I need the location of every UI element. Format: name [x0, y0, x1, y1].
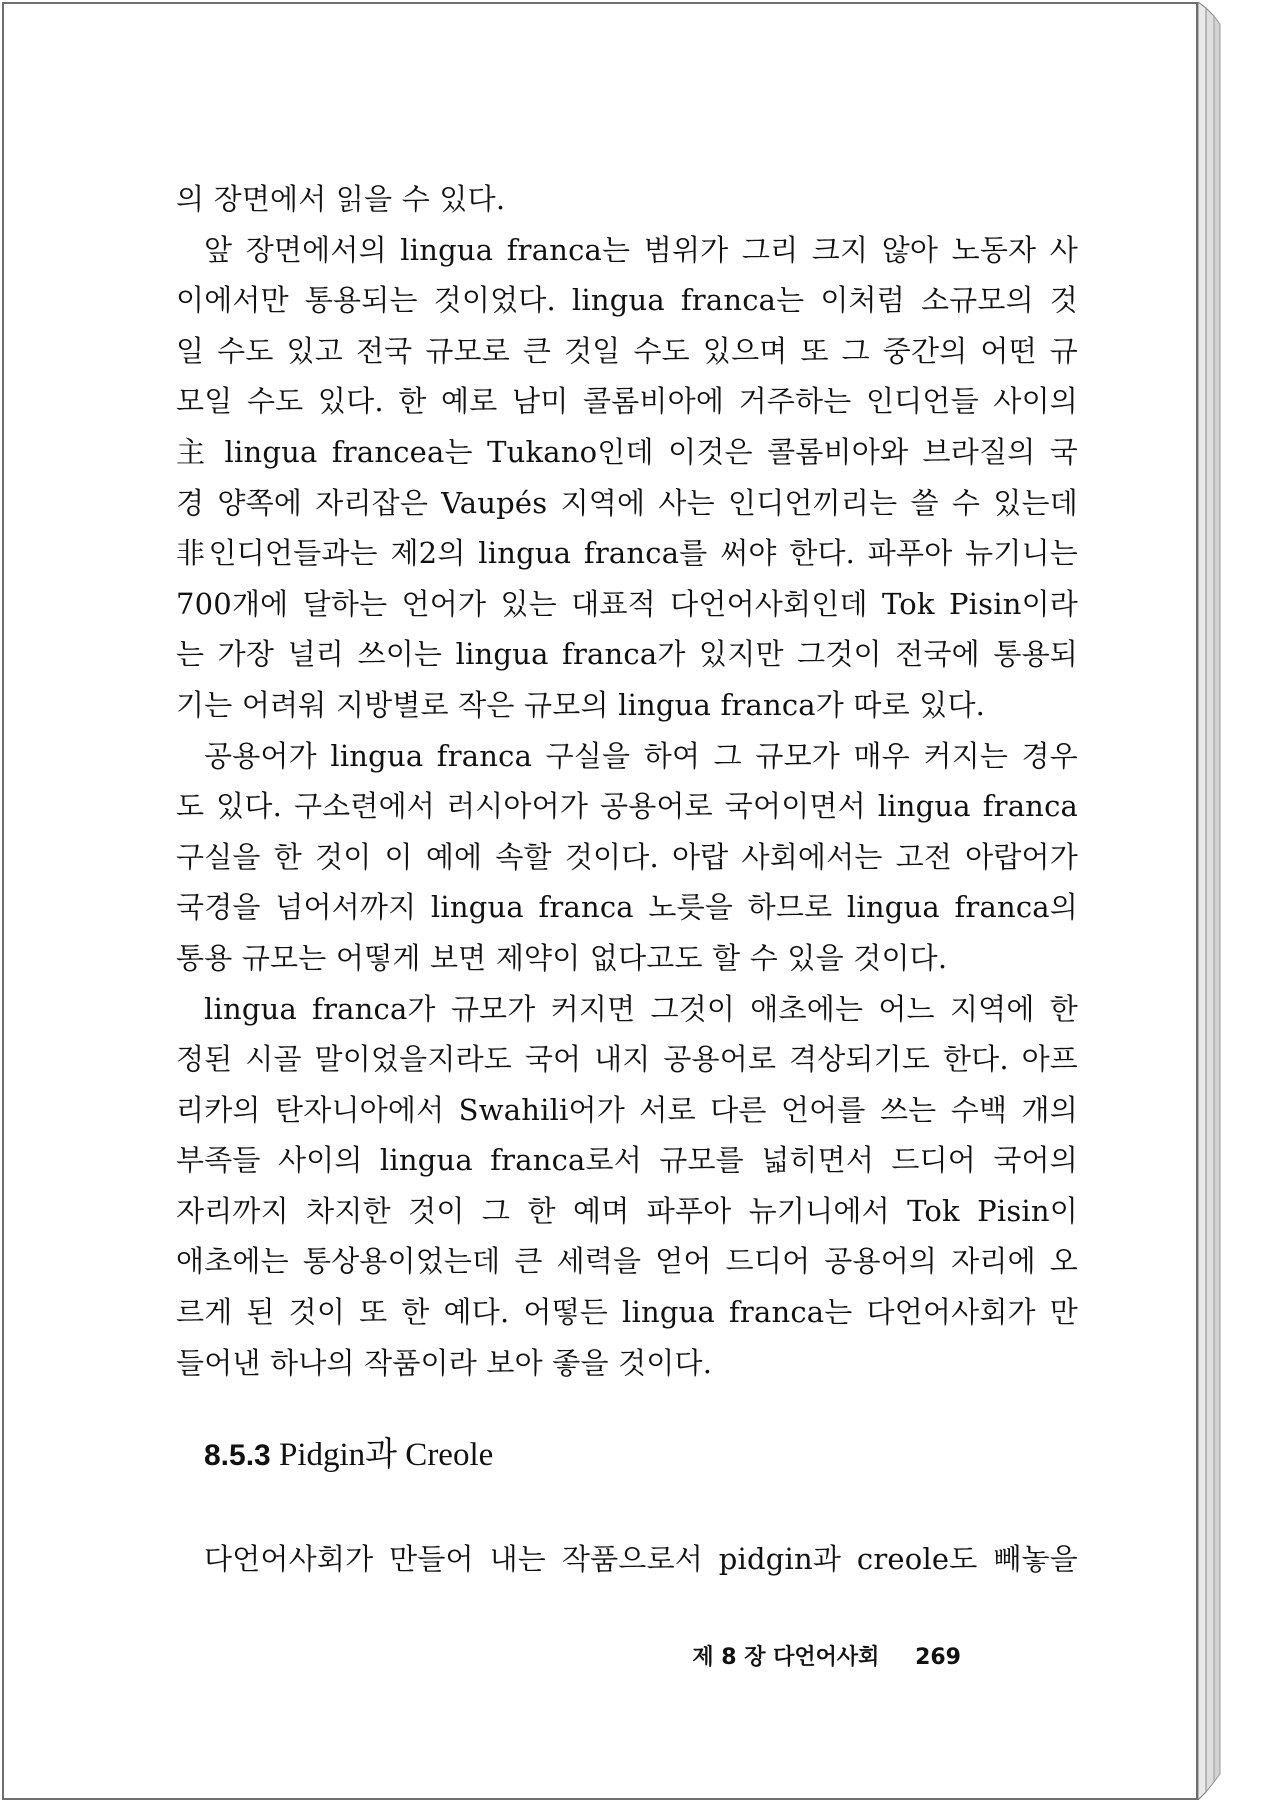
text-line: 앞 장면에서의 lingua franca는 범위가 그리 크지 않아 노동자 사 — [204, 232, 1078, 267]
text-line: 기는 어려워 지방별로 작은 규모의 lingua franca가 따로 있다. — [176, 687, 986, 722]
page-stack-edge — [1198, 2, 1222, 1800]
section-number: 8.5.3 — [204, 1439, 271, 1472]
text-line: 르게 된 것이 또 한 예다. 어떻든 lingua franca는 다언어사회가 만 — [176, 1295, 1078, 1330]
running-footer-chapter: 제 8 장 다언어사회 — [692, 1645, 880, 1670]
text-line: 국경을 넘어서까지 lingua franca 노릇을 하므로 lingua franca의 — [176, 890, 1078, 925]
text-line: 경 양쪽에 자리잡은 Vaupés 지역에 사는 인디언끼리는 쓸 수 있는데 — [176, 485, 1078, 520]
text-line: 700개에 달하는 언어가 있는 대표적 다언어사회인데 Tok Pisin이라 — [176, 586, 1078, 621]
text-line: 의 장면에서 읽을 수 있다. — [176, 182, 506, 216]
text-line: 통용 규모는 어떻게 보면 제약이 없다고도 할 수 있을 것이다. — [176, 940, 948, 975]
text-line: 들어낸 하나의 작품이라 보아 좋을 것이다. — [176, 1345, 713, 1380]
section-title: Pidgin과 Creole — [278, 1437, 494, 1473]
section-body-text — [204, 1534, 1078, 1585]
text-line: 일 수도 있고 전국 규모로 큰 것일 수도 있으며 또 그 중간의 어떤 규 — [176, 333, 1078, 368]
text-line: 모일 수도 있다. 한 예로 남미 콜롬비아에 거주하는 인디언들 사이의 — [176, 384, 1078, 419]
book-page — [2, 2, 1198, 1800]
text-line: 정된 시골 말이었을지라도 국어 내지 공용어로 격상되기도 한다. 아프 — [176, 1042, 1078, 1077]
text-line: 구실을 한 것이 이 예에 속할 것이다. 아랍 사회에서는 고전 아랍어가 — [176, 839, 1078, 874]
text-line: 이에서만 통용되는 것이었다. lingua franca는 이처럼 소규모의 것 — [176, 283, 1078, 318]
text-line: 공용어가 lingua franca 구실을 하여 그 규모가 매우 커지는 경우 — [204, 738, 1078, 773]
text-line: 부족들 사이의 lingua franca로서 규모를 넓히면서 드디어 국어의 — [176, 1143, 1078, 1178]
page-footer — [692, 1640, 961, 1671]
text-line: 非인디언들과는 제2의 lingua franca를 써야 한다. 파푸아 뉴기니는 — [176, 536, 1078, 571]
section-heading — [204, 1428, 493, 1475]
body-text — [176, 174, 1078, 1388]
text-line: 主 lingua francea는 Tukano인데 이것은 콜롬비아와 브라질의 국 — [176, 434, 1078, 469]
text-line: 자리까지 차지한 것이 그 한 예며 파푸아 뉴기니에서 Tok Pisin이 — [176, 1193, 1078, 1228]
page-number: 269 — [915, 1645, 961, 1670]
text-line: lingua franca가 규모가 커지면 그것이 애초에는 어느 지역에 한 — [204, 991, 1078, 1026]
text-line: 애초에는 통상용이었는데 큰 세력을 얻어 드디어 공용어의 자리에 오 — [176, 1244, 1078, 1279]
text-line: 리카의 탄자니아에서 Swahili어가 서로 다른 언어를 쓰는 수백 개의 — [176, 1092, 1078, 1127]
text-line: 는 가장 널리 쓰이는 lingua franca가 있지만 그것이 전국에 통용되 — [176, 637, 1078, 672]
text-line: 도 있다. 구소련에서 러시아어가 공용어로 국어이면서 lingua franca — [176, 789, 1078, 824]
text-line: 다언어사회가 만들어 내는 작품으로서 pidgin과 creole도 빼놓을 — [204, 1542, 1078, 1576]
